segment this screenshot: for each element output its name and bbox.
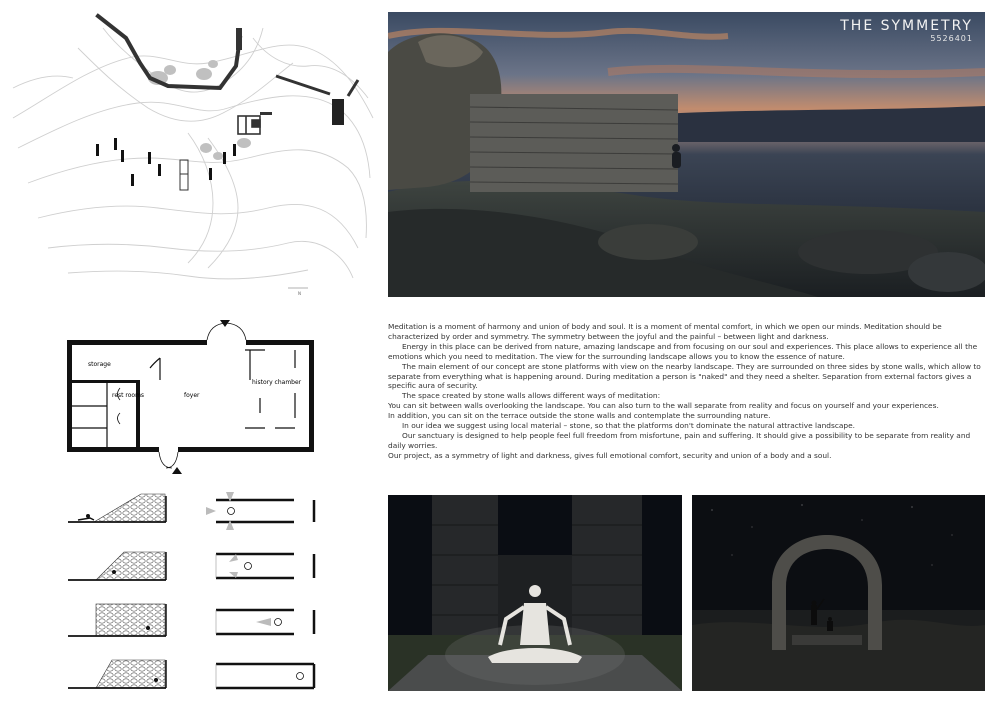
- plan-diagram-1: [206, 492, 314, 530]
- project-code: 5526401: [930, 34, 973, 43]
- plan-diagram-3: [216, 610, 314, 634]
- svg-text:N: N: [298, 291, 301, 296]
- wall-segment: [236, 28, 242, 50]
- contour-lines: [13, 28, 373, 279]
- room-rest-rooms: rest rooms: [112, 392, 145, 399]
- small-pavilion: [238, 116, 260, 134]
- description-paragraph: Our project, as a symmetry of light and darkness, gives full emotional comfort, security and union of a body and a soul.: [388, 450, 832, 460]
- description-paragraph: In addition, you can sit on the terrace outside the stone walls and contemplate the surrounding nature.: [388, 411, 771, 421]
- description-paragraph: You can sit between walls overlooking the landscape. You can also turn to the wall separate from reality and focus on yourself and your experiences.: [388, 401, 939, 411]
- description-paragraph: Energy in this place can be derived from nature, amazing landscape and from focusing on our soul and experiences. This place allows to experience all the emotions which you need to meditation. The view for the surrounding landscape allows you to know the essence of nature.: [388, 341, 978, 361]
- plan-diagram-2: [216, 554, 314, 578]
- arch-illustration: [692, 495, 985, 691]
- page-title: THE SYMMETRY: [840, 18, 973, 34]
- small-wall: [260, 112, 272, 115]
- meditation-diagrams: [66, 492, 326, 692]
- entry-arrow-bottom: [172, 467, 182, 474]
- building-block: [332, 99, 344, 125]
- site-plan: [8, 8, 378, 298]
- meditation-render: [388, 495, 682, 691]
- room-storage: storage: [88, 361, 111, 368]
- description-paragraph: In our idea we suggest using local material – stone, so that the platforms don't dominate the natural attractive landscape.: [402, 421, 856, 431]
- plan-diagram-4: [216, 664, 314, 688]
- hero-render: [388, 12, 985, 297]
- section-diagram-2: [68, 552, 166, 580]
- central-structure: [180, 160, 188, 190]
- hero-illustration: [388, 12, 985, 297]
- north-arrow: [288, 288, 308, 296]
- arch-render: [692, 495, 985, 691]
- section-diagram-3: [68, 604, 166, 636]
- room-foyer: foyer: [184, 392, 200, 399]
- description-paragraph: The space created by stone walls allows different ways of meditation:: [402, 391, 661, 401]
- description-paragraph: Our sanctuary is designed to help people feel full freedom from misfortune, pain and suffering. It should give a possibility to be separate from reality and daily worries.: [388, 430, 971, 450]
- description-paragraph: The main element of our concept are stone platforms with view on the nearby landscape. They are surrounded on three sides by stone walls, which allow to separate from everything what is happening around. During meditation a person is "naked" and they need a shelter. Separation from external factors gives a specific aura of security.: [388, 361, 981, 391]
- stone-walls: [98, 16, 240, 88]
- room-history-chamber: history chamber: [252, 379, 302, 386]
- path-segments: [276, 76, 358, 96]
- project-description: [388, 322, 985, 461]
- section-diagram-4: [68, 660, 166, 688]
- floor-plan: [60, 318, 325, 478]
- section-diagram-1: [68, 494, 166, 522]
- meditation-illustration: [388, 495, 682, 691]
- description-paragraph: Meditation is a moment of harmony and union of body and soul. It is a moment of mental comfort, in which we open our minds. Meditation should be characterized by order and symmetry. The symmetry between the joyful and the painful – between light and darkness.: [388, 322, 942, 341]
